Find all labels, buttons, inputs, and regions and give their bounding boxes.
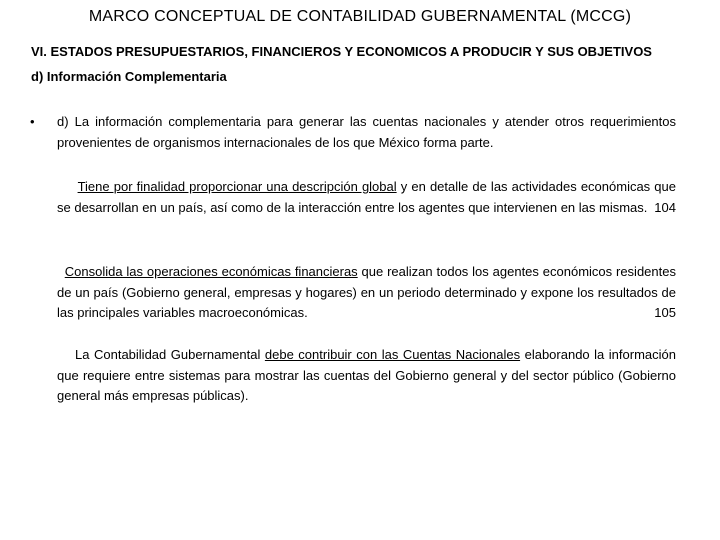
underlined-phrase: debe contribuir con las Cuentas Nacionales [264,347,521,362]
subsection-heading: d) Información Complementaria [31,69,227,84]
paragraph-text: La Contabilidad Gubernamental [75,347,265,362]
paragraph-contribution [57,345,676,407]
bullet-icon: • [30,114,35,129]
section-heading: VI. ESTADOS PRESUPUESTARIOS, FINANCIEROS Y ECONOMICOS A PRODUCIR Y SUS OBJETIVOS [31,44,652,59]
underlined-phrase: Consolida las operaciones económicas financieras [64,264,358,279]
paragraph-complementary-info: d) La información complementaria para generar las cuentas nacionales y atender otros requerimientos provenientes de organismos internacionales de los que México forma parte. [57,114,676,150]
page-reference: 104 [654,199,676,215]
page-reference: 105 [654,305,676,320]
page-title: MARCO CONCEPTUAL DE CONTABILIDAD GUBERNAMENTAL (MCCG) [88,8,632,25]
paragraph-text: que realizan todos los agentes económicos residentes de un país (Gobierno general, empresas y hogares) en un periodo determinado y expone los resultados de las principales variables macroeconómicas. [57,264,676,320]
underlined-phrase: Tiene por finalidad proporcionar una descripción global [77,179,397,194]
paragraph-text: y en detalle de las actividades económicas que se desarrollan en un país, así como de la interacción entre los agentes que intervienen en las mismas. [57,179,676,215]
paragraph-text: elaborando la información que requiere entre sistemas para mostrar las cuentas del Gobierno general y del sector público (Gobierno general más empresas públicas). [57,347,676,403]
paragraph-purpose [57,177,676,218]
paragraph-consolidation [57,262,676,324]
